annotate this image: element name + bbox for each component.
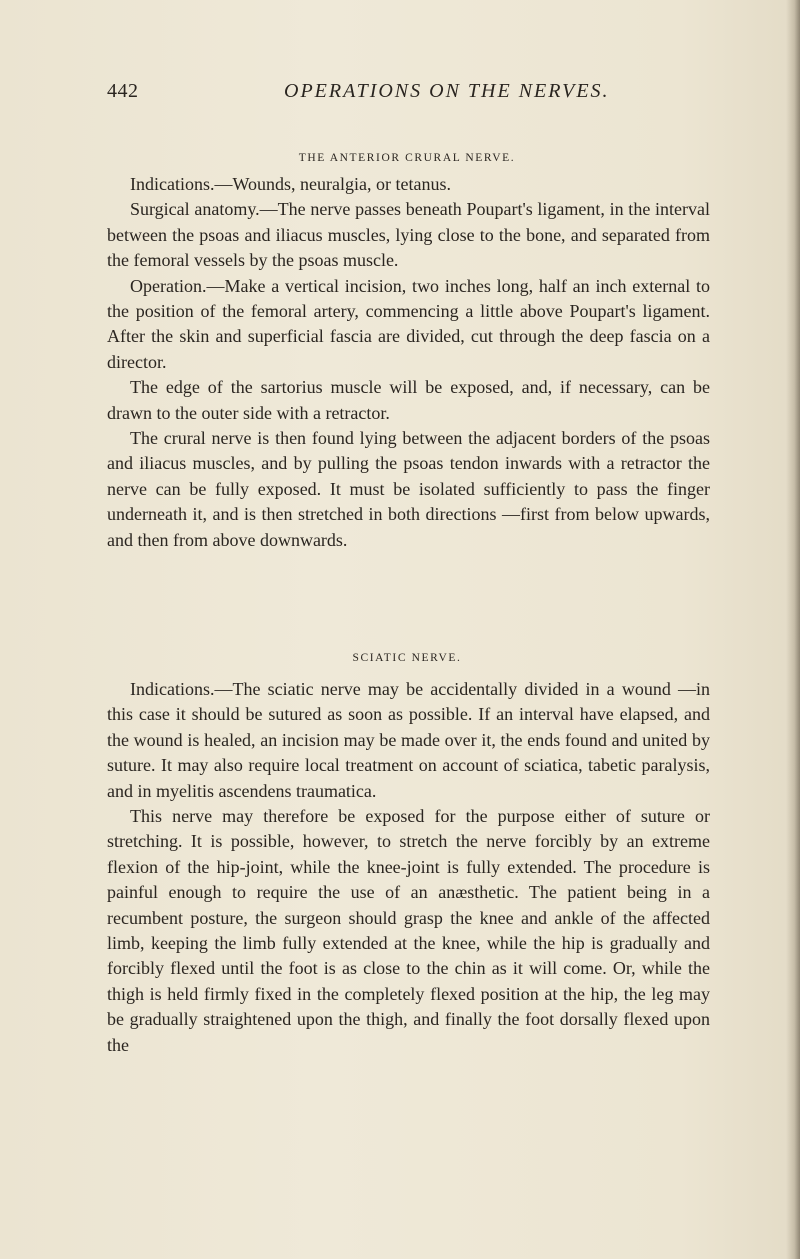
running-title: OPERATIONS ON THE NERVES. <box>284 80 610 102</box>
paragraph: Operation.—Make a vertical incision, two inches long, half an inch external to the position of the femoral artery, commencing a little above Poupart's ligament. After the skin and superficial fascia are divided, cut through the deep fascia on a director. <box>107 275 710 372</box>
paragraph: Indications.—The sciatic nerve may be accidentally divided in a wound —in this case it should be sutured as soon as possible. If an interval have elapsed, and the wound is healed, an incision may be made over it, the ends found and united by suture. It may also require local treatment on account of sciatica, tabetic paralysis, and in myelitis ascendens traumatica. <box>107 679 710 801</box>
section-body-anterior-crural-nerve <box>107 172 710 553</box>
paragraph: The crural nerve is then found lying between the adjacent borders of the psoas and iliacus muscles, and by pulling the psoas tendon inwards with a retractor the nerve can be fully exposed. It must be isolated sufficiently to pass the finger underneath it, and is then stretched in both directions —first from below upwards, and then from above downwards. <box>107 428 710 550</box>
paragraph: Surgical anatomy.—The nerve passes beneath Poupart's ligament, in the interval between the psoas and iliacus muscles, lying close to the bone, and separated from the femoral vessels by the psoas muscle. <box>107 199 710 271</box>
running-head <box>107 80 627 110</box>
page-edge-shadow <box>786 0 800 1259</box>
section-body-sciatic-nerve <box>107 677 710 1058</box>
section-heading-sciatic-nerve: SCIATIC NERVE. <box>352 652 462 664</box>
paragraph: The edge of the sartorius muscle will be exposed, and, if necessary, can be drawn to the outer side with a retractor. <box>107 377 710 423</box>
page-number: 442 <box>107 80 139 102</box>
paragraph: Indications.—Wounds, neuralgia, or tetanus. <box>130 174 451 194</box>
paragraph: This nerve may therefore be exposed for the purpose either of suture or stretching. It is possible, however, to stretch the nerve forcibly by an extreme flexion of the hip-joint, while the knee-joint is fully extended. The procedure is painful enough to require the use of an anæsthetic. The patient being in a recumbent posture, the surgeon should grasp the knee and ankle of the affected limb, keeping the limb fully extended at the knee, while the hip is gradually and forcibly flexed until the foot is as close to the chin as it will come. Or, while the thigh is held firmly fixed in the completely flexed position at the hip, the leg may be gradually straightened upon the thigh, and finally the foot dorsally flexed upon the <box>107 806 710 1055</box>
section-heading-anterior-crural-nerve: THE ANTERIOR CRURAL NERVE. <box>298 152 516 164</box>
